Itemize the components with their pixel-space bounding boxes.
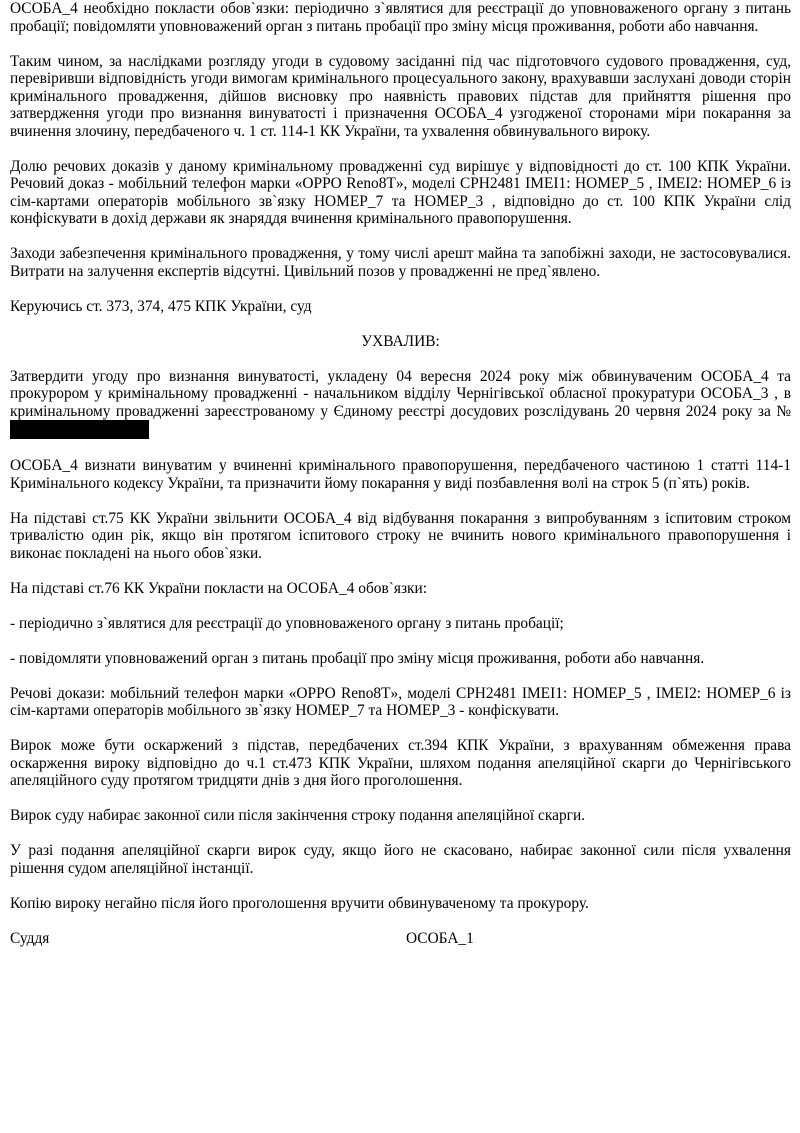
signature-name: ОСОБА_1 bbox=[406, 929, 474, 947]
redaction-block bbox=[10, 420, 149, 439]
approve-agreement-text: Затвердити угоду про визнання винуватості, укладену 04 вересня 2024 року між обвинуваченим ОСОБА_4 та прокурором у кримінальному провадженні - начальником відділу Чернігівської обласної прокуратури ОСОБА_3 , в кримінальному провадженні зареєстрованому у Єдиному реєстрі досудових розслідувань 20 червня 2024 року за № bbox=[10, 367, 791, 420]
paragraph-evidence-confiscation: Речові докази: мобільний телефон марки «OPPO Reno8T», моделі CPH2481 IMEI1: НОМЕР_5 , IMEI2: НОМЕР_6 із сім-картами операторів мобільного зв`язку НОМЕР_7 та НОМЕР_3 - конфіскувати. bbox=[10, 684, 791, 719]
paragraph-physical-evidence: Долю речових доказів у даному кримінальному провадженні суд вирішує у відповідності до ст. 100 КПК України. Речовий доказ - мобільний телефон марки «OPPO Reno8T», моделі CPH2481 IMEI1: НОМЕР_5 , IMEI2: НОМЕР_6 із сім-картами операторів мобільного зв`язку НОМЕР_7 та НОМЕР_3 , відповідно до ст. 100 КПК України слід конфіскувати в дохід держави як знаряддя вчинення кримінального правопорушення. bbox=[10, 157, 791, 227]
signature-row bbox=[10, 930, 791, 948]
paragraph-obligations-intro: ОСОБА_4 необхідно покласти обов`язки: періодично з`являтися для реєстрації до уповноваженого органу з питань пробації; повідомляти уповноважений орган з питань пробації про зміну місця проживання, роботи або навчання. bbox=[10, 0, 791, 35]
verdict-heading: УХВАЛИВ: bbox=[361, 332, 440, 350]
paragraph-guilty: ОСОБА_4 визнати винуватим у вчиненні кримінального правопорушення, передбаченого частиною 1 статті 114-1 Кримінального кодексу України, та призначити йому покарання у виді позбавлення волі на строк 5 (п`ять) років. bbox=[10, 457, 791, 492]
paragraph-appeal: Вирок може бути оскаржений з підстав, передбачених ст.394 КПК України, з врахуванням обмеження права оскарження вироку відповідно до ч.1 ст.473 КПК України, шляхом подання апеляційної скарги до Чернігівського апеляційного суду протягом тридцяти днів з дня його проголошення. bbox=[10, 737, 791, 789]
paragraph-appeal-effect: У разі подання апеляційної скарги вирок суду, якщо його не скасовано, набирає законної сили після ухвалення рішення судом апеляційної інстанції. bbox=[10, 842, 791, 877]
paragraph-obligations: На підставі ст.76 КК України покласти на ОСОБА_4 обов`язки: bbox=[10, 579, 428, 597]
paragraph-delivery: Копію вироку негайно після його проголошення вручити обвинуваченому та прокурору. bbox=[10, 894, 589, 912]
paragraph-probation: На підставі ст.75 КК України звільнити ОСОБА_4 від відбування покарання з випробуванням з іспитовим строком тривалістю один рік, якщо він протягом іспитового строку не вчинить нового кримінального правопорушення і виконає покладені на нього обов`язки. bbox=[10, 509, 791, 562]
signature-label: Суддя bbox=[10, 929, 50, 947]
paragraph-security-measures: Заходи забезпечення кримінального провадження, у тому числі арешт майна та запобіжні заходи, не застосовувалися. Витрати на залучення експертів відсутні. Цивільний позов у провадженні не пред`явлено. bbox=[10, 245, 791, 280]
paragraph-court-reasoning: Таким чином, за наслідками розгляду угоди в судовому засіданні під час підготовчого судового провадження, суд, перевіривши відповідність угоди вимогам кримінального процесуального закону, врахувавши заслухані доводи сторін кримінального провадження, дійшов висновку про наявність правових підстав для прийняття рішення про затвердження угоди про визнання винуватості і призначення ОСОБА_4 узгодженої сторонами міри покарання за вчинення злочину, передбаченого ч. 1 ст. 114-1 КК України, та ухвалення обвинувального вироку. bbox=[10, 52, 791, 140]
document-page bbox=[10, 0, 791, 948]
list-item-obligation-notify: - повідомляти уповноважений орган з питань пробації про зміну місця проживання, роботи або навчання. bbox=[10, 649, 705, 667]
paragraph-legal-force: Вирок суду набирає законної сили після закінчення строку подання апеляційної скарги. bbox=[10, 807, 586, 824]
paragraph-legal-basis: Керуючись ст. 373, 374, 475 КПК України, суд bbox=[10, 297, 312, 315]
list-item-obligation-report: - періодично з`являтися для реєстрації до уповноваженого органу з питань пробації; bbox=[10, 614, 564, 632]
paragraph-approve-agreement bbox=[10, 368, 791, 440]
